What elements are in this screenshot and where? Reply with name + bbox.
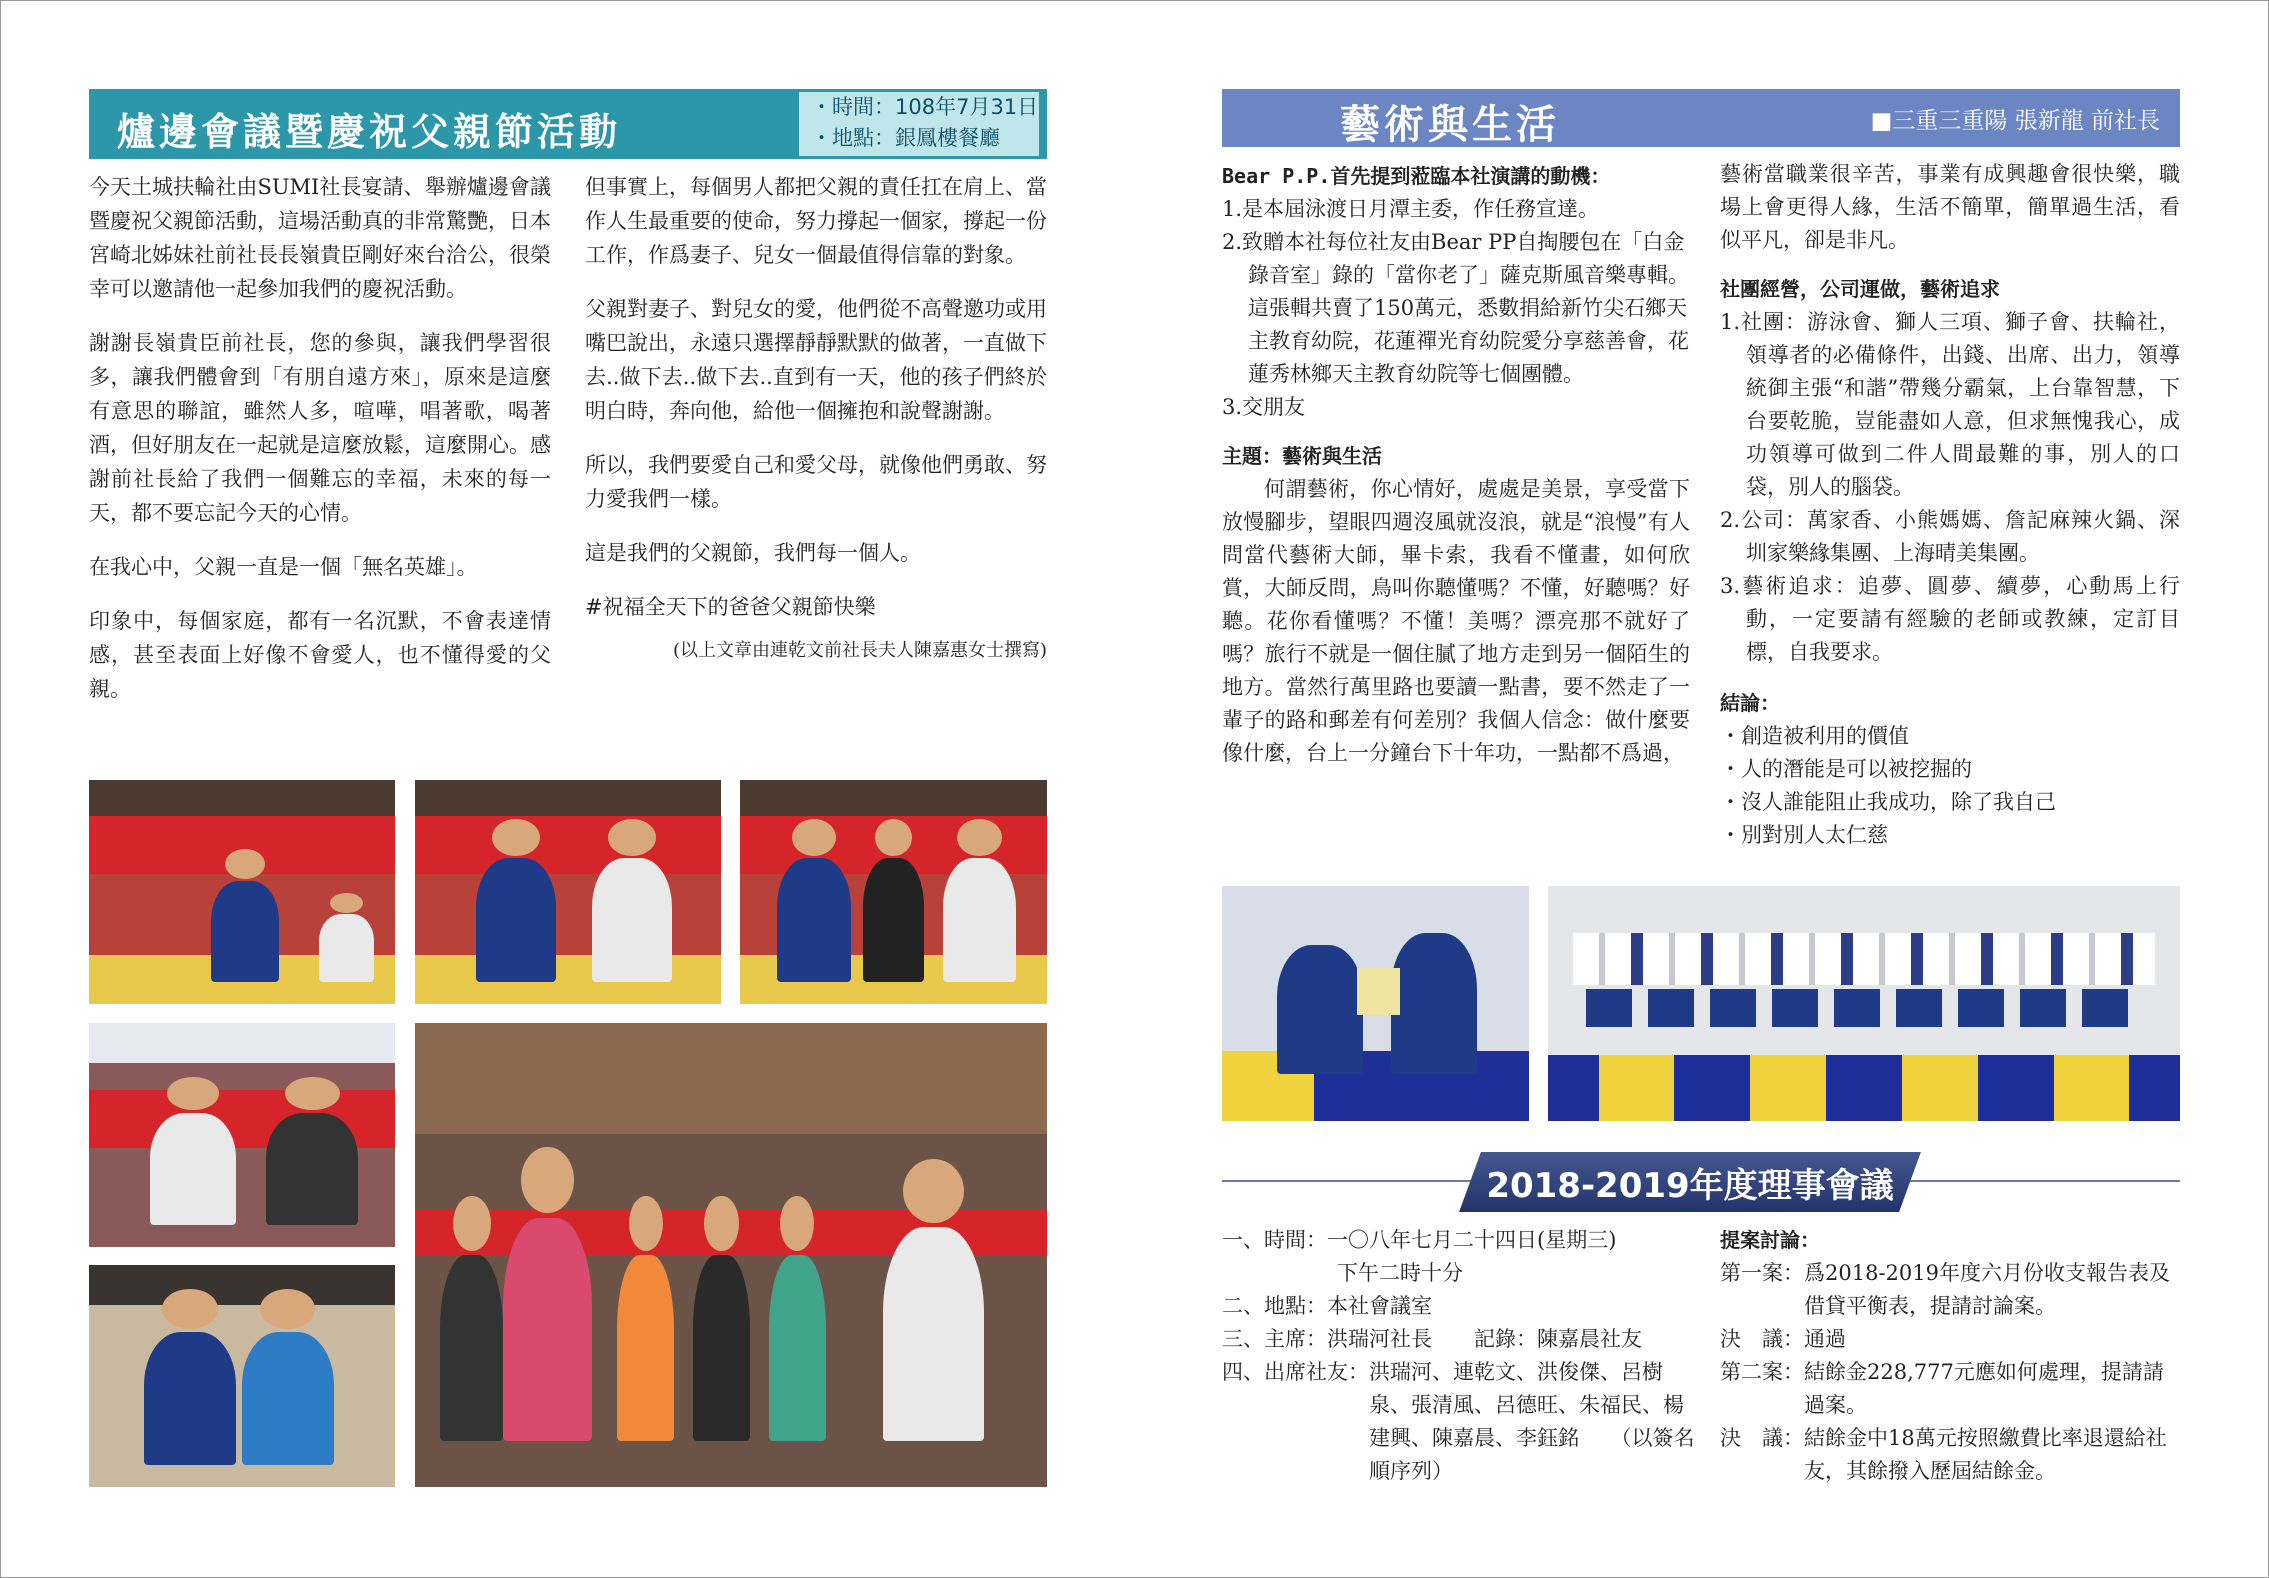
paragraph: 印象中，每個家庭，都有一名沉默，不會表達情感，甚至表面上好像不會愛人，也不懂得愛的父親。 bbox=[89, 609, 551, 701]
event-meta-box bbox=[799, 92, 1039, 156]
list-item: 2.公司：萬家香、小熊媽媽、詹記麻辣火鍋、深圳家樂緣集團、上海晴美集團。 bbox=[1720, 508, 2180, 565]
paragraph: 但事實上，每個男人都把父親的責任扛在肩上、當作人生最重要的使命，努力撐起一個家，撐起一份工作，作爲妻子、兒女一個最值得信靠的對象。 bbox=[585, 175, 1047, 267]
right-column-2 bbox=[1720, 158, 2180, 852]
meeting-row: 三、主席： 洪瑞河社長 記錄：陳嘉晨社友 bbox=[1222, 1327, 1642, 1351]
list-item: ・人的潛能是可以被挖掘的 bbox=[1720, 757, 1972, 781]
theme-heading: 主題：藝術與生活 bbox=[1222, 444, 1382, 468]
list-item: 1.社團：游泳會、獅人三項、獅子會、扶輪社，領導者的必備條件，出錢、出席、出力，領導統御主張“和諧”帶幾分霸氣，上台靠智慧，下台要乾脆，豈能盡如人意，但求無愧我心，成功領導可做到二件人間最難的事，別人的口袋，別人的腦袋。 bbox=[1720, 310, 2180, 499]
event-photo-6 bbox=[415, 1023, 1047, 1487]
right-article-title: 藝術與生活 bbox=[1340, 102, 1560, 148]
meeting-row: 四、出席社友： 洪瑞河、連乾文、洪俊傑、呂樹泉、張清風、呂德旺、朱福民、楊建興、陳嘉晨、李鈺銘 （以簽名順序列） bbox=[1222, 1360, 1695, 1483]
event-photo-3 bbox=[740, 780, 1047, 1004]
proposal-row: 決 議： 通過 bbox=[1720, 1327, 1846, 1351]
left-article-title: 爐邊會議暨慶祝父親節活動 bbox=[117, 110, 622, 154]
left-column-2 bbox=[585, 170, 1047, 668]
left-column-1 bbox=[89, 170, 551, 726]
conclusion-heading: 結論： bbox=[1720, 691, 1780, 715]
right-article-header bbox=[1222, 89, 2180, 147]
paragraph: 父親對妻子、對兒女的愛，他們從不高聲邀功或用嘴巴說出，永遠只選擇靜靜默默的做著，一直做下去..做下去..做下去..直到有一天，他的孩子們終於明白時，奔向他，給他一個擁抱和說聲謝謝。 bbox=[585, 297, 1047, 423]
paragraph: 今天土城扶輪社由SUMI社長宴請、舉辦爐邊會議暨慶祝父親節活動，這場活動真的非常驚艷，日本宮崎北姊妹社前社長長嶺貴臣剛好來台洽公，很榮幸可以邀請他一起參加我們的慶祝活動。 bbox=[89, 175, 551, 301]
event-time: ・時間：108年7月31日 bbox=[811, 95, 1039, 119]
meeting-row: 二、地點： 本社會議室 bbox=[1222, 1294, 1432, 1318]
paragraph: 謝謝長嶺貴臣前社長，您的參與，讓我們學習很多，讓我們體會到「有朋自遠方來」，原來是這麼有意思的聯誼，雖然人多，喧嘩，唱著歌，喝著酒，但好朋友在一起就是這麼放鬆，這麼開心。感謝前社長給了我們一個難忘的幸福，未來的每一天，都不要忘記今天的心情。 bbox=[89, 331, 551, 525]
meeting-details bbox=[1222, 1224, 1702, 1488]
proposal-row: 第一案： 爲2018-2019年度六月份收支報告表及借貸平衡表，提請討論案。 bbox=[1720, 1261, 2170, 1318]
paragraph: 所以，我們要愛自己和愛父母，就像他們勇敢、努力愛我們一樣。 bbox=[585, 453, 1047, 511]
meeting-row: 一、時間： 一〇八年七月二十四日(星期三) bbox=[1222, 1228, 1617, 1252]
list-item: 1.是本屆泳渡日月潭主委，作任務宣達。 bbox=[1222, 197, 1600, 221]
meeting-proposals bbox=[1720, 1224, 2180, 1488]
group-photo bbox=[1548, 886, 2180, 1121]
club-heading: 社團經營，公司運做，藝術追求 bbox=[1720, 277, 2000, 301]
event-photo-4 bbox=[89, 1023, 395, 1247]
paragraph: 藝術當職業很辛苦，事業有成興趣會很快樂，職場上會更得人緣，生活不簡單，簡單過生活，看似平凡，卻是非凡。 bbox=[1720, 162, 2180, 252]
paragraph: 在我心中，父親一直是一個「無名英雄」。 bbox=[89, 555, 478, 579]
list-item: 2.致贈本社每位社友由Bear PP自掏腰包在「白金錄音室」錄的「當你老了」薩克斯風音樂專輯。這張輯共賣了150萬元，悉數捐給新竹尖石鄉天主教育幼院，花蓮禪光育幼院愛分享慈善會，花蓮秀林鄉天主教育幼院等七個團體。 bbox=[1222, 230, 1689, 386]
event-photo-1 bbox=[89, 780, 395, 1004]
proposals-heading: 提案討論： bbox=[1720, 1228, 1820, 1252]
event-place: ・地點：銀鳳樓餐廳 bbox=[811, 126, 1000, 150]
intro-heading: Bear P.P.首先提到蒞臨本社演講的動機： bbox=[1222, 164, 1611, 188]
event-photo-5 bbox=[89, 1265, 395, 1487]
right-column-1 bbox=[1222, 160, 1690, 770]
list-item: ・沒人誰能阻止我成功，除了我自己 bbox=[1720, 790, 2056, 814]
meeting-row: 下午二時十分 bbox=[1337, 1261, 1463, 1285]
theme-body: 何謂藝術，你心情好，處處是美景，享受當下放慢腳步，望眼四週沒風就沒浪，就是“浪慢”有人問當代藝術大師，畢卡索，我看不懂畫，如何欣賞，大師反問，鳥叫你聽懂嗎？不懂，好聽嗎？好聽。花你看懂嗎？不懂！美嗎？漂亮那不就好了嗎？旅行不就是一個住膩了地方走到另一個陌生的地方。當然行萬里路也要讀一點書，要不然走了一輩子的路和郵差有何差別？我個人信念：做什麼要像什麼，台上一分鐘台下十年功，一點都不爲過， bbox=[1222, 477, 1690, 765]
proposal-row: 第二案： 結餘金228,777元應如何處理，提請請過案。 bbox=[1720, 1360, 2164, 1417]
speaker-photo bbox=[1222, 886, 1529, 1121]
proposal-row: 決 議： 結餘金中18萬元按照繳費比率退還給社友，其餘撥入歷屆結餘金。 bbox=[1720, 1426, 2167, 1483]
article-credit: (以上文章由連乾文前社長夫人陳嘉惠女士撰寫) bbox=[672, 640, 1047, 661]
paragraph: #祝福全天下的爸爸父親節快樂 bbox=[585, 595, 876, 619]
event-photo-2 bbox=[415, 780, 721, 1004]
club-list bbox=[1720, 306, 2180, 669]
list-item: ・別對別人太仁慈 bbox=[1720, 823, 1888, 847]
meeting-title: 2018-2019年度理事會議 bbox=[1486, 1166, 1894, 1206]
intro-list bbox=[1222, 193, 1690, 424]
conclusion-list bbox=[1720, 720, 2180, 852]
list-item: 3.藝術追求：追夢、圓夢、續夢，心動馬上行動，一定要請有經驗的老師或教練，定訂目標，自我要求。 bbox=[1720, 574, 2180, 664]
left-article-header bbox=[89, 89, 1047, 159]
paragraph: 這是我們的父親節，我們每一個人。 bbox=[585, 541, 921, 565]
list-item: 3.交朋友 bbox=[1222, 395, 1306, 419]
right-article-author: ■三重三重陽 張新龍 前社長 bbox=[1870, 108, 2160, 134]
list-item: ・創造被利用的價值 bbox=[1720, 724, 1909, 748]
